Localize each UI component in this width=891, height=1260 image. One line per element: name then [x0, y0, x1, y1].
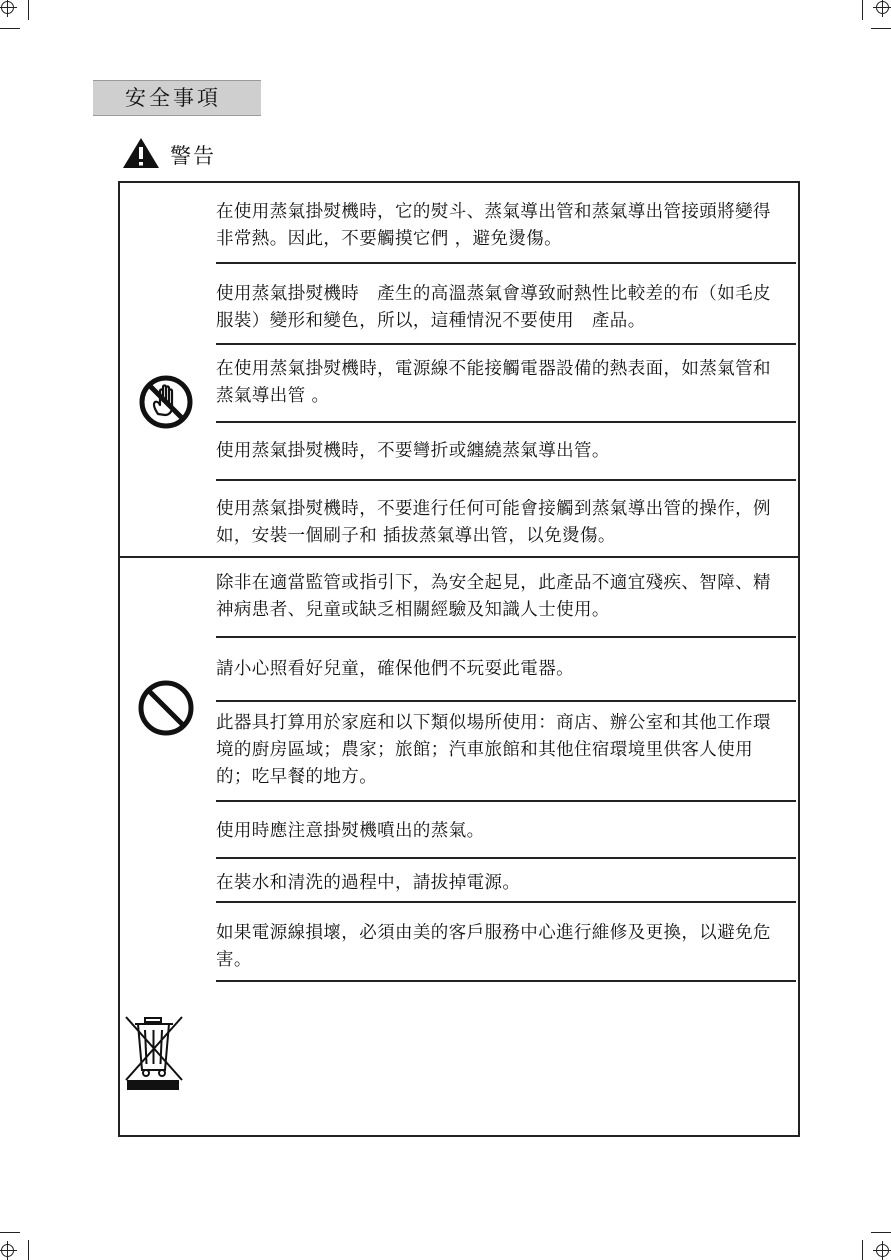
section-title: 安全事項 [93, 80, 261, 116]
warning-item: 在使用蒸氣掛熨機時，電源線不能接觸電器設備的熱表面，如蒸氣管和蒸氣導出管 。 [216, 359, 771, 406]
warning-item: 除非在適當監管或指引下，為安全起見，此產品不適宜殘疾、智障、精神病患者、兒童或缺乏相關經驗及知識人士使用。 [216, 573, 771, 620]
row-separator [216, 343, 796, 345]
warning-item: 此器具打算用於家庭和以下類似場所使用：商店、辦公室和其他工作環境的廚房區域；農家；旅館；汽車旅館和其他住宿環境里供客人使用的；吃早餐的地方。 [216, 713, 771, 787]
row-separator [216, 980, 796, 982]
warning-heading [122, 138, 216, 172]
no-touch-hand-icon [138, 374, 194, 434]
warning-item: 在使用蒸氣掛熨機時，它的熨斗、蒸氣導出管和蒸氣導出管接頭將變得非常熱。因此，不要觸摸它們 ，避免燙傷。 [216, 202, 771, 249]
row-separator [216, 700, 796, 702]
warning-item: 如果電源線損壞，必須由美的客戶服務中心進行維修及更換，以避免危害。 [216, 923, 771, 970]
section-divider [120, 556, 798, 558]
warning-label: 警告 [170, 144, 216, 168]
row-separator [216, 800, 796, 802]
row-separator [216, 636, 796, 638]
row-separator [216, 901, 796, 903]
row-separator [216, 479, 796, 481]
prohibited-circle-icon [137, 679, 195, 741]
row-separator [216, 262, 796, 264]
warning-item: 在裝水和清洗的過程中，請拔掉電源。 [216, 873, 521, 893]
warning-item: 使用蒸氣掛熨機時，不要進行任何可能會接觸到蒸氣導出管的操作，例如，安裝一個刷子和 插拔蒸氣導出管，以免燙傷。 [216, 499, 771, 546]
warning-item: 使用蒸氣掛熨機時 產生的高溫蒸氣會導致耐熱性比較差的布（如毛皮服裝）變形和變色，所以，這種情況不要使用 產品。 [216, 284, 771, 331]
crossed-out-wheelie-bin-icon [123, 1014, 185, 1098]
warning-item: 請小心照看好兒童，確保他們不玩耍此電器。 [216, 659, 574, 679]
row-separator [216, 857, 796, 859]
warning-item: 使用時應注意掛熨機噴出的蒸氣。 [216, 821, 485, 841]
warning-item: 使用蒸氣掛熨機時，不要彎折或纏繞蒸氣導出管。 [216, 441, 610, 461]
warning-triangle-icon [122, 137, 160, 173]
row-separator [216, 421, 796, 423]
